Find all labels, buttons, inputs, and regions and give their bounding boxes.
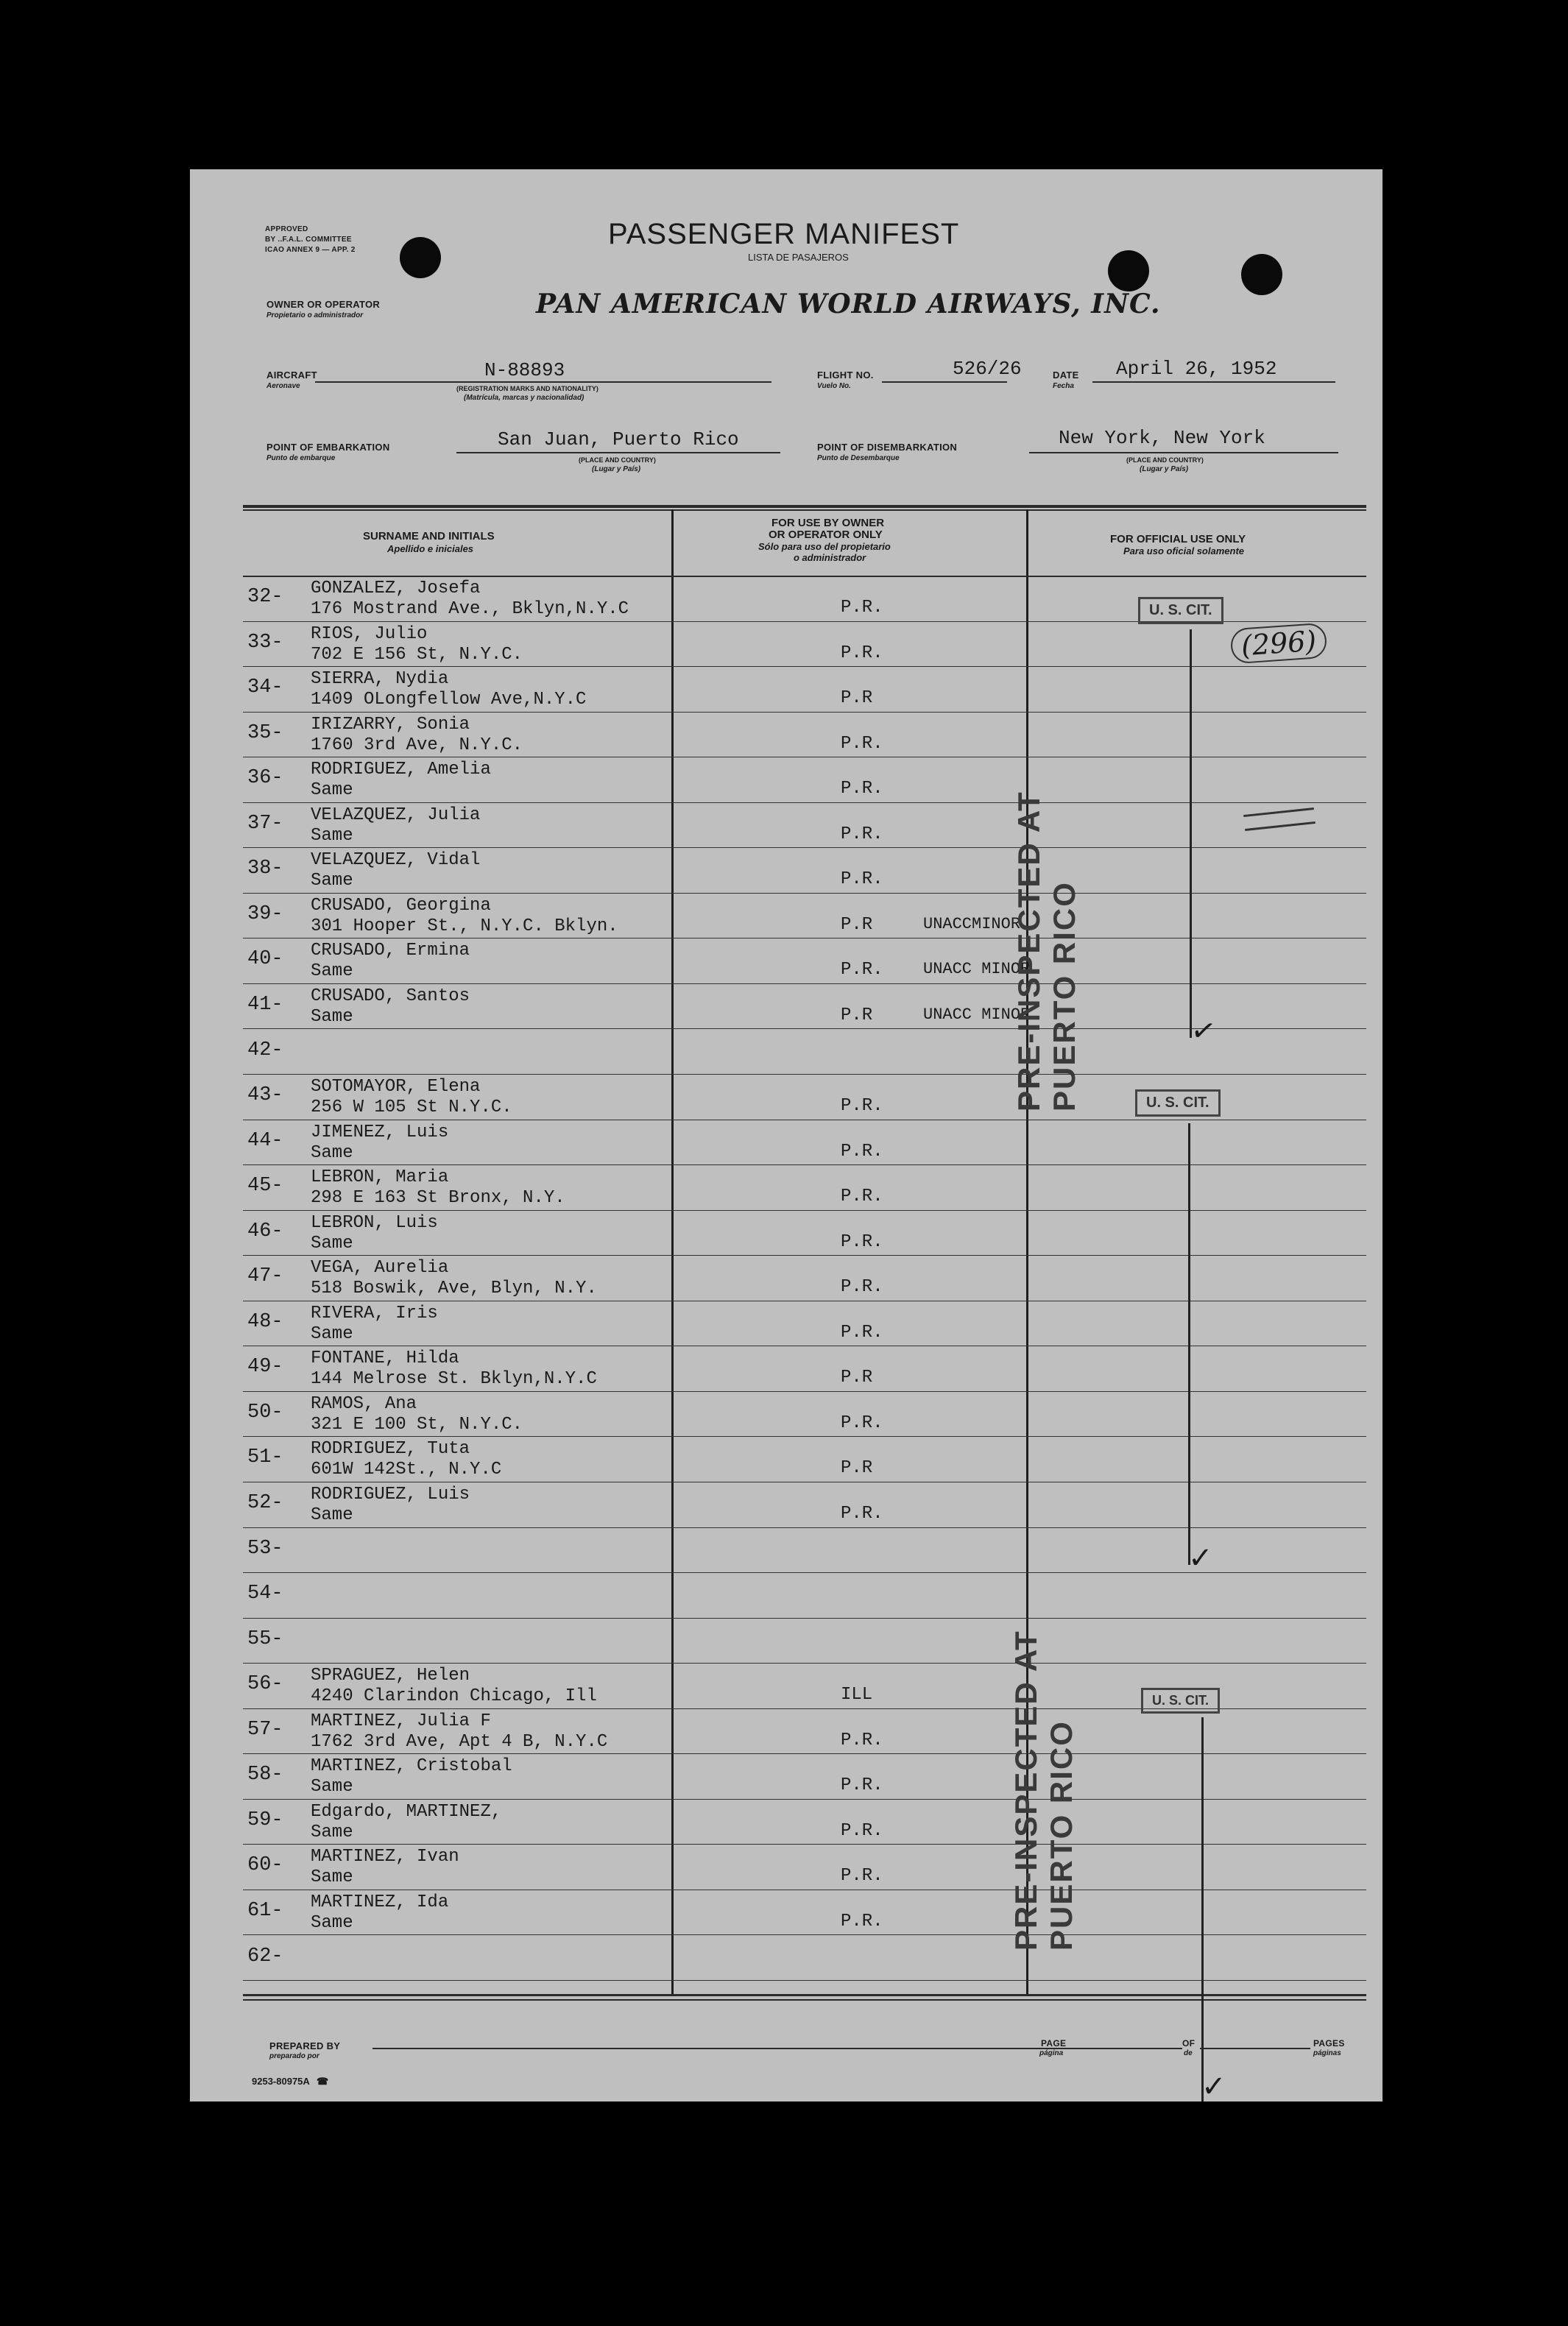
owner-label-es: Propietario o administrador bbox=[266, 311, 364, 319]
passenger-name: MARTINEZ, Julia F bbox=[311, 1711, 491, 1731]
row-number: 48- bbox=[247, 1310, 283, 1333]
flight-label: FLIGHT NO. bbox=[817, 370, 874, 381]
flight-line bbox=[882, 381, 1007, 383]
origin-code: P.R. bbox=[841, 824, 883, 844]
us-cit-stamp-1: U. S. CIT. bbox=[1138, 597, 1223, 624]
col-header-name: SURNAME AND INITIALS bbox=[363, 530, 495, 542]
origin-code: P.R. bbox=[841, 779, 883, 799]
row-rule bbox=[243, 983, 1366, 984]
row-number: 62- bbox=[247, 1945, 283, 1968]
origin-code: P.R bbox=[841, 1368, 873, 1388]
aircraft-note: (REGISTRATION MARKS AND NATIONALITY) bbox=[456, 385, 598, 392]
table-row bbox=[190, 1800, 1382, 1846]
table-row bbox=[190, 1937, 1382, 1982]
origin-code: P.R bbox=[841, 688, 873, 709]
aircraft-note-es: (Matrícula, marcas y nacionalidad) bbox=[464, 394, 585, 402]
passenger-address: Same bbox=[311, 780, 353, 801]
col-header-owner-es-b: o administrador bbox=[794, 552, 866, 563]
row-rule bbox=[243, 1436, 1366, 1437]
origin-code: P.R. bbox=[841, 1096, 883, 1117]
row-rule bbox=[243, 1074, 1366, 1075]
disembark-value: New York, New York bbox=[1059, 427, 1265, 449]
row-number: 46- bbox=[247, 1220, 283, 1242]
page-title: PASSENGER MANIFEST bbox=[608, 218, 960, 250]
aircraft-line bbox=[315, 381, 771, 383]
row-number: 37- bbox=[247, 812, 283, 835]
pages-label-es: páginas bbox=[1313, 2049, 1341, 2057]
origin-code: P.R. bbox=[841, 1413, 883, 1433]
row-rule bbox=[243, 1391, 1366, 1392]
disembark-label-es: Punto de Desembarque bbox=[817, 454, 900, 462]
row-number: 40- bbox=[247, 948, 283, 971]
table-row bbox=[190, 1166, 1382, 1212]
passenger-name: Edgardo, MARTINEZ, bbox=[311, 1801, 502, 1822]
passenger-address: 256 W 105 St N.Y.C. bbox=[311, 1097, 512, 1118]
passenger-name: LEBRON, Maria bbox=[311, 1167, 449, 1188]
col-header-official-es: Para uso oficial solamente bbox=[1123, 545, 1245, 556]
prepared-label-es: preparado por bbox=[269, 2052, 319, 2060]
passenger-name: VELAZQUEZ, Vidal bbox=[311, 850, 481, 871]
pages-label: PAGES bbox=[1313, 2038, 1345, 2048]
row-rule bbox=[243, 1210, 1366, 1211]
passenger-address: Same bbox=[311, 1142, 353, 1163]
disembark-line bbox=[1029, 452, 1338, 453]
handwritten-count: (296) bbox=[1229, 623, 1327, 665]
table-row bbox=[190, 1755, 1382, 1800]
table-row bbox=[190, 1212, 1382, 1257]
row-rule bbox=[243, 802, 1366, 803]
form-code-text: 9253-80975A bbox=[252, 2076, 310, 2087]
origin-code: P.R bbox=[841, 1005, 873, 1025]
preinspected-stamp-2: PRE-INSPECTED AT PUERTO RICO bbox=[1009, 1630, 1078, 1951]
check-mark-2: ✓ bbox=[1188, 1542, 1213, 1574]
row-number: 57- bbox=[247, 1718, 283, 1741]
origin-code: P.R bbox=[841, 1458, 873, 1479]
flight-value: 526/26 bbox=[953, 358, 1022, 380]
embark-value: San Juan, Puerto Rico bbox=[498, 428, 739, 450]
page-subtitle: LISTA DE PASAJEROS bbox=[748, 252, 849, 263]
passenger-name: CRUSADO, Ermina bbox=[311, 941, 470, 961]
row-number: 60- bbox=[247, 1854, 283, 1877]
table-row bbox=[190, 1483, 1382, 1529]
passenger-name: JIMENEZ, Luis bbox=[311, 1122, 449, 1142]
table-row bbox=[190, 1891, 1382, 1937]
origin-code: P.R. bbox=[841, 1730, 883, 1750]
of-line bbox=[1200, 2048, 1310, 2049]
passenger-address: 176 Mostrand Ave., Bklyn,N.Y.C bbox=[311, 599, 629, 619]
us-cit-stamp-2: U. S. CIT. bbox=[1135, 1089, 1221, 1117]
row-number: 51- bbox=[247, 1446, 283, 1469]
passenger-name: IRIZARRY, Sonia bbox=[311, 714, 470, 735]
punch-hole-right-1 bbox=[1108, 250, 1149, 291]
passenger-address: 321 E 100 St, N.Y.C. bbox=[311, 1414, 523, 1435]
passenger-address: Same bbox=[311, 961, 353, 982]
passenger-address: Same bbox=[311, 1233, 353, 1254]
passenger-name: CRUSADO, Santos bbox=[311, 986, 470, 1006]
of-label: OF bbox=[1182, 2038, 1196, 2048]
row-rule bbox=[243, 1527, 1366, 1528]
row-number: 45- bbox=[247, 1175, 283, 1198]
col-header-official: FOR OFFICIAL USE ONLY bbox=[1110, 533, 1246, 545]
punch-hole-right-2 bbox=[1241, 254, 1282, 295]
date-label: DATE bbox=[1053, 370, 1079, 381]
table-row bbox=[190, 1302, 1382, 1348]
prepared-line bbox=[372, 2048, 991, 2049]
table-row bbox=[190, 1347, 1382, 1393]
passenger-address: Same bbox=[311, 1505, 353, 1525]
origin-code: P.R. bbox=[841, 733, 883, 754]
passenger-name: CRUSADO, Georgina bbox=[311, 895, 491, 916]
check-mark-3: ✓ bbox=[1201, 2071, 1226, 2101]
table-row bbox=[190, 894, 1382, 940]
row-number: 56- bbox=[247, 1673, 283, 1696]
preinspected-stamp-1: PRE-INSPECTED AT PUERTO RICO bbox=[1011, 791, 1081, 1111]
passenger-name: MARTINEZ, Ida bbox=[311, 1892, 449, 1912]
manifest-sheet bbox=[190, 169, 1382, 2101]
passenger-name: LEBRON, Luis bbox=[311, 1212, 438, 1233]
passenger-address: Same bbox=[311, 1323, 353, 1344]
passenger-name: VELAZQUEZ, Julia bbox=[311, 805, 481, 825]
table-bottom-rule bbox=[243, 1994, 1366, 1996]
embark-label-es: Punto de embarque bbox=[266, 454, 336, 462]
passenger-name: RODRIGUEZ, Amelia bbox=[311, 760, 491, 780]
printer-mark-icon: ☎ bbox=[316, 2076, 329, 2087]
disembark-place-note-es: (Lugar y País) bbox=[1140, 465, 1189, 473]
table-row bbox=[190, 1256, 1382, 1302]
passenger-name: RIVERA, Iris bbox=[311, 1303, 438, 1323]
flight-label-es: Vuelo No. bbox=[817, 382, 851, 390]
origin-code: P.R. bbox=[841, 643, 883, 663]
punch-hole-left bbox=[400, 237, 441, 278]
aircraft-label: AIRCRAFT bbox=[266, 370, 317, 381]
table-top-rule bbox=[243, 505, 1366, 508]
approved-committee: BY ..F.A.L. COMMITTEE bbox=[265, 236, 352, 244]
row-number: 42- bbox=[247, 1039, 283, 1061]
date-label-es: Fecha bbox=[1053, 382, 1074, 390]
origin-code: P.R. bbox=[841, 1866, 883, 1887]
table-bottom-rule-2 bbox=[243, 1999, 1366, 2001]
row-number: 59- bbox=[247, 1809, 283, 1831]
us-cit-stamp-3: U. S. CIT. bbox=[1141, 1688, 1220, 1714]
aircraft-label-es: Aeronave bbox=[266, 382, 300, 390]
row-note: UNACC MINOR bbox=[923, 1005, 1031, 1024]
embark-label: POINT OF EMBARKATION bbox=[266, 442, 390, 453]
col-header-name-es: Apellido e iniciales bbox=[387, 543, 474, 554]
page-label: PAGE bbox=[1041, 2038, 1067, 2048]
origin-code: P.R. bbox=[841, 1504, 883, 1524]
origin-code: P.R. bbox=[841, 1141, 883, 1162]
embark-place-note: (PLACE AND COUNTRY) bbox=[579, 456, 656, 464]
row-number: 32- bbox=[247, 586, 283, 608]
table-row bbox=[190, 668, 1382, 713]
row-number: 44- bbox=[247, 1129, 283, 1152]
passenger-address: 601W 142St., N.Y.C bbox=[311, 1460, 502, 1480]
page-label-es: página bbox=[1039, 2049, 1064, 2057]
row-number: 41- bbox=[247, 993, 283, 1016]
row-number: 55- bbox=[247, 1627, 283, 1650]
date-line bbox=[1092, 381, 1335, 383]
table-row bbox=[190, 713, 1382, 759]
origin-code: P.R bbox=[841, 914, 873, 935]
row-rule bbox=[243, 1663, 1366, 1664]
passenger-address: Same bbox=[311, 1822, 353, 1842]
row-rule bbox=[243, 1164, 1366, 1165]
table-row bbox=[190, 1574, 1382, 1619]
table-top-rule-2 bbox=[243, 509, 1366, 511]
row-number: 61- bbox=[247, 1899, 283, 1922]
table-row bbox=[190, 1619, 1382, 1665]
passenger-address: Same bbox=[311, 1777, 353, 1797]
passenger-address: Same bbox=[311, 1867, 353, 1888]
origin-code: P.R. bbox=[841, 1231, 883, 1252]
row-number: 34- bbox=[247, 676, 283, 699]
row-rule bbox=[243, 1255, 1366, 1256]
row-number: 47- bbox=[247, 1265, 283, 1288]
passenger-name: RODRIGUEZ, Luis bbox=[311, 1485, 470, 1505]
passenger-name: FONTANE, Hilda bbox=[311, 1348, 459, 1369]
passenger-name: MARTINEZ, Cristobal bbox=[311, 1756, 512, 1777]
date-value: April 26, 1952 bbox=[1116, 358, 1277, 380]
passenger-address: 1760 3rd Ave, N.Y.C. bbox=[311, 735, 523, 755]
disembark-place-note: (PLACE AND COUNTRY) bbox=[1126, 456, 1204, 464]
row-number: 52- bbox=[247, 1492, 283, 1514]
row-number: 39- bbox=[247, 902, 283, 925]
official-arrow-2 bbox=[1188, 1123, 1190, 1565]
origin-code: P.R. bbox=[841, 1187, 883, 1207]
passenger-address: 518 Boswik, Ave, Blyn, N.Y. bbox=[311, 1279, 597, 1299]
origin-code: P.R. bbox=[841, 1277, 883, 1298]
row-rule bbox=[243, 1618, 1366, 1619]
aircraft-value: N-88893 bbox=[484, 359, 565, 381]
origin-code: P.R. bbox=[841, 1911, 883, 1931]
row-rule bbox=[243, 1753, 1366, 1754]
passenger-name: SOTOMAYOR, Elena bbox=[311, 1077, 481, 1097]
table-row bbox=[190, 1845, 1382, 1891]
row-rule bbox=[243, 1844, 1366, 1845]
row-rule bbox=[243, 1934, 1366, 1935]
passenger-address: Same bbox=[311, 1912, 353, 1933]
row-rule bbox=[243, 666, 1366, 667]
table-row bbox=[190, 804, 1382, 849]
passenger-name: SPRAGUEZ, Helen bbox=[311, 1666, 470, 1686]
passenger-name: GONZALEZ, Josefa bbox=[311, 579, 481, 598]
row-number: 35- bbox=[247, 721, 283, 744]
passenger-address: Same bbox=[311, 871, 353, 891]
col-header-owner-es-a: Sólo para uso del propietario bbox=[758, 541, 891, 552]
table-row bbox=[190, 623, 1382, 668]
row-number: 43- bbox=[247, 1084, 283, 1107]
official-arrow-3 bbox=[1201, 1717, 1204, 2101]
row-rule bbox=[243, 1799, 1366, 1800]
prepared-label: PREPARED BY bbox=[269, 2040, 341, 2051]
origin-code: ILL bbox=[841, 1685, 873, 1705]
check-mark-1: ✓ bbox=[1188, 1013, 1219, 1050]
passenger-address: 1409 OLongfellow Ave,N.Y.C bbox=[311, 690, 587, 710]
table-row bbox=[190, 1710, 1382, 1756]
passenger-address: 702 E 156 St, N.Y.C. bbox=[311, 644, 523, 665]
passenger-name: SIERRA, Nydia bbox=[311, 669, 449, 690]
row-number: 36- bbox=[247, 767, 283, 790]
origin-code: P.R. bbox=[841, 869, 883, 890]
owner-label: OWNER OR OPERATOR bbox=[266, 299, 381, 310]
row-rule bbox=[243, 1980, 1366, 1981]
passenger-address: 144 Melrose St. Bklyn,N.Y.C bbox=[311, 1369, 597, 1390]
page-line bbox=[991, 2048, 1182, 2049]
table-row bbox=[190, 939, 1382, 985]
approved-label: APPROVED bbox=[265, 225, 308, 233]
passenger-name: RAMOS, Ana bbox=[311, 1393, 417, 1414]
row-number: 49- bbox=[247, 1356, 283, 1379]
passenger-address: 1762 3rd Ave, Apt 4 B, N.Y.C bbox=[311, 1731, 608, 1752]
embark-line bbox=[456, 452, 780, 453]
col-header-owner-b: OR OPERATOR ONLY bbox=[769, 529, 883, 541]
origin-code: P.R. bbox=[841, 960, 883, 980]
form-code bbox=[252, 2076, 328, 2088]
airline-name: PAN AMERICAN WORLD AIRWAYS, INC. bbox=[536, 289, 1161, 319]
passenger-address: 301 Hooper St., N.Y.C. Bklyn. bbox=[311, 916, 618, 936]
row-number: 33- bbox=[247, 631, 283, 654]
table-row bbox=[190, 849, 1382, 894]
table-row bbox=[190, 1438, 1382, 1483]
approved-annex: ICAO ANNEX 9 — APP. 2 bbox=[265, 246, 356, 254]
row-rule bbox=[243, 712, 1366, 713]
disembark-label: POINT OF DISEMBARKATION bbox=[817, 442, 958, 453]
passenger-name: RIOS, Julio bbox=[311, 623, 428, 644]
row-number: 53- bbox=[247, 1537, 283, 1560]
col-header-owner-a: FOR USE BY OWNER bbox=[771, 517, 885, 529]
row-note: UNACCMINOR bbox=[923, 914, 1021, 933]
row-rule bbox=[243, 893, 1366, 894]
row-number: 58- bbox=[247, 1764, 283, 1786]
row-number: 50- bbox=[247, 1401, 283, 1424]
table-row bbox=[190, 1121, 1382, 1167]
row-number: 54- bbox=[247, 1583, 283, 1605]
passenger-name: VEGA, Aurelia bbox=[311, 1258, 449, 1279]
table-row bbox=[190, 1393, 1382, 1438]
table-row bbox=[190, 758, 1382, 804]
origin-code: P.R. bbox=[841, 1775, 883, 1796]
of-label-es: de bbox=[1184, 2049, 1193, 2057]
origin-code: P.R. bbox=[841, 1322, 883, 1343]
passenger-name: RODRIGUEZ, Tuta bbox=[311, 1439, 470, 1460]
passenger-address: 298 E 163 St Bronx, N.Y. bbox=[311, 1188, 565, 1209]
passenger-address: Same bbox=[311, 825, 353, 846]
origin-code: P.R. bbox=[841, 598, 883, 618]
passenger-address: 4240 Clarindon Chicago, Ill bbox=[311, 1686, 597, 1707]
embark-place-note-es: (Lugar y País) bbox=[592, 465, 641, 473]
passenger-address: Same bbox=[311, 1006, 353, 1027]
row-rule bbox=[243, 847, 1366, 848]
official-arrow-1 bbox=[1190, 629, 1192, 1038]
row-number: 38- bbox=[247, 858, 283, 880]
passenger-name: MARTINEZ, Ivan bbox=[311, 1847, 459, 1867]
row-note: UNACC MINOR bbox=[923, 960, 1031, 979]
origin-code: P.R. bbox=[841, 1820, 883, 1841]
